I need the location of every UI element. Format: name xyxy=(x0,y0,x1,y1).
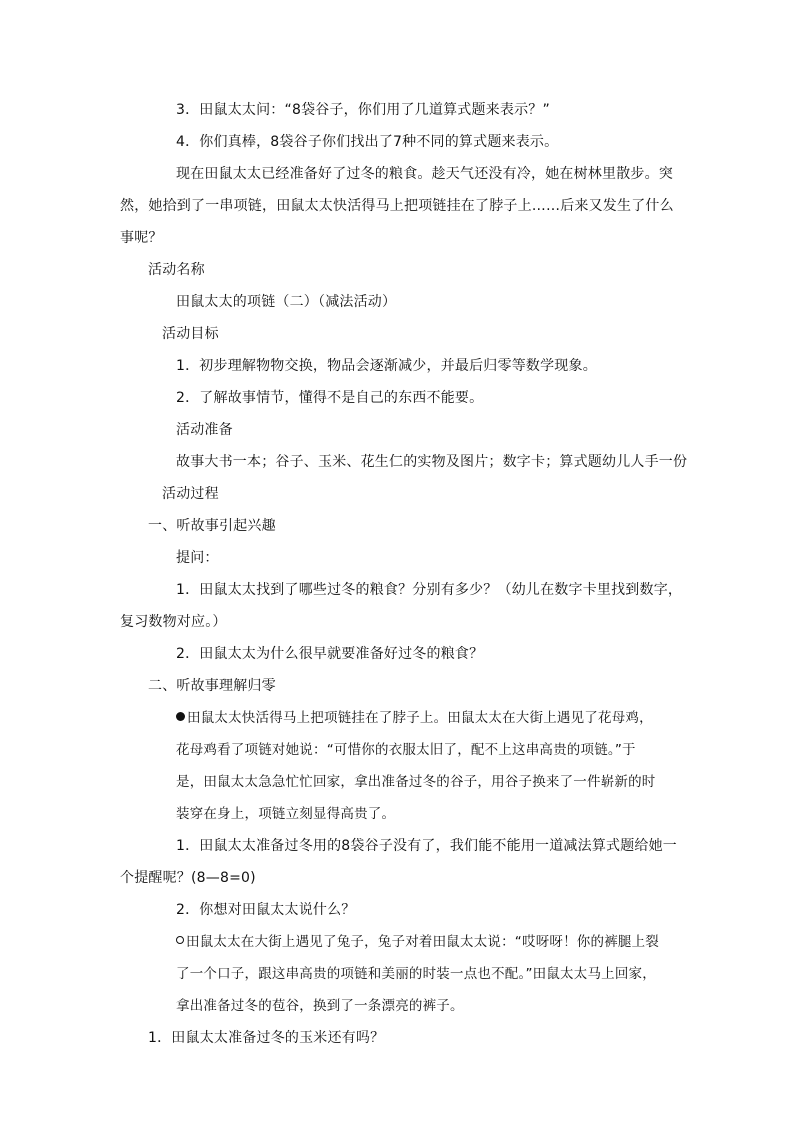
section-heading: 活动过程 xyxy=(162,486,219,502)
circle-icon xyxy=(176,936,184,944)
text-line: 1．田鼠太太找到了哪些过冬的粮食？分别有多少？（幼儿在数字卡里找到数字， xyxy=(176,582,683,598)
text-line: 1．初步理解物物交换，物品会逐渐减少，并最后归零等数学现象。 xyxy=(176,358,597,374)
story-line: 了一个口子，跟这串高贵的项链和美丽的时装一点也不配。”田鼠太太马上回家， xyxy=(176,966,656,982)
text-line: 个提醒呢？(8—8=0) xyxy=(120,870,256,886)
text-line: 现在田鼠太太已经准备好了过冬的粮食。趁天气还没有冷，她在树林里散步。突 xyxy=(176,166,673,182)
section-heading: 一、听故事引起兴趣 xyxy=(148,518,276,534)
story-line: 装穿在身上，项链立刻显得高贵了。 xyxy=(176,806,396,822)
section-heading: 活动名称 xyxy=(148,262,205,278)
text-line: 提问： xyxy=(176,550,219,566)
text-line: 2．了解故事情节，懂得不是自己的东西不能要。 xyxy=(176,390,484,406)
section-heading: 二、听故事理解归零 xyxy=(148,678,276,694)
text-line: 1．田鼠太太准备过冬用的8袋谷子没有了，我们能不能用一道减法算式题给她一 xyxy=(176,838,678,854)
section-heading: 活动准备 xyxy=(176,422,233,438)
section-heading: 活动目标 xyxy=(162,326,219,342)
story-line: 花母鸡看了项链对她说：“可惜你的衣服太旧了，配不上这串高贵的项链。”于 xyxy=(176,742,636,758)
text-line: 复习数物对应。） xyxy=(120,614,227,630)
text-line: 故事大书一本；谷子、玉米、花生仁的实物及图片；数字卡；算式题幼儿人手一份 xyxy=(176,454,688,470)
story-line: 田鼠太太在大街上遇见了兔子，兔子对着田鼠太太说：“哎呀呀！你的裤腿上裂 xyxy=(176,932,659,952)
text-line: 4．你们真棒，8袋谷子你们找出了7种不同的算式题来表示。 xyxy=(176,134,559,150)
text-line: 事呢？ xyxy=(120,230,163,246)
story-line: 拿出准备过冬的苞谷，换到了一条漂亮的裤子。 xyxy=(176,998,464,1014)
story-line: 是，田鼠太太急急忙忙回家，拿出准备过冬的谷子，用谷子换来了一件崭新的时 xyxy=(176,774,656,790)
text-line: 然，她拾到了一串项链，田鼠太太快活得马上把项链挂在了脖子上……后来又发生了什么 xyxy=(120,198,674,214)
text-line: 3．田鼠太太问：“8袋谷子，你们用了几道算式题来表示？” xyxy=(176,102,550,118)
story-line: 田鼠太太快活得马上把项链挂在了脖子上。田鼠太太在大街上遇见了花母鸡， xyxy=(176,708,653,728)
text-line: 2．田鼠太太为什么很早就要准备好过冬的粮食？ xyxy=(176,646,484,662)
text-line: 2．你想对田鼠太太说什么？ xyxy=(176,902,356,918)
activity-title: 田鼠太太的项链（二）（减法活动） xyxy=(176,294,397,310)
bullet-icon xyxy=(176,712,185,721)
text-line: 1．田鼠太太准备过冬的玉米还有吗？ xyxy=(148,1030,385,1046)
